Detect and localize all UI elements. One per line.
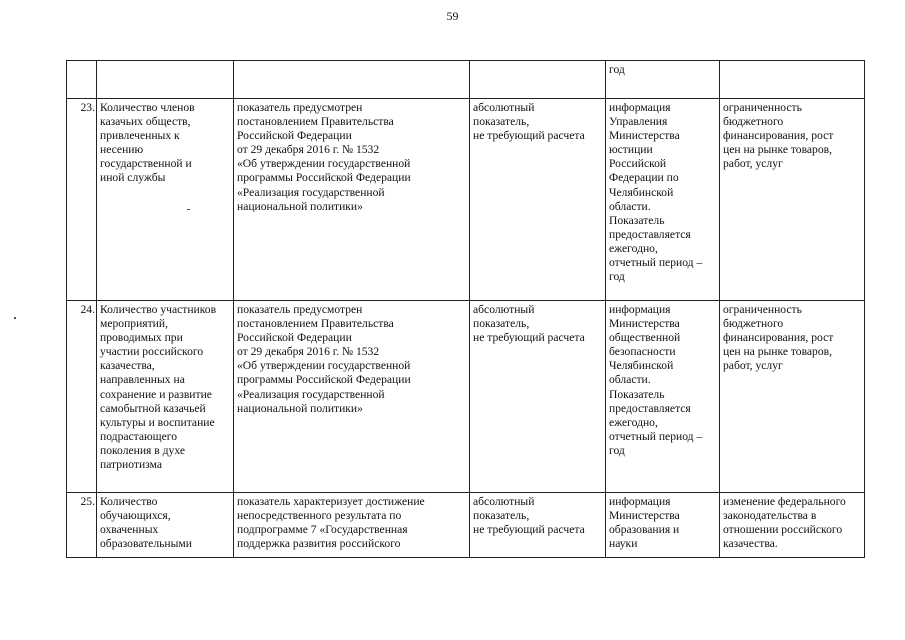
indicator-source: информация Министерства общественной безопасности Челябинской области. Показатель предоставляется ежегодно, отчетный период – год <box>606 301 720 493</box>
scan-speck <box>14 317 16 319</box>
table-continuation-row <box>67 61 865 99</box>
indicator-type: абсолютный показатель, не требующий расчета <box>470 99 606 301</box>
indicator-risk: ограниченность бюджетного финансирования, рост цен на рынке товаров, работ, услуг <box>720 99 865 301</box>
indicator-type: абсолютный показатель, не требующий расчета <box>470 493 606 558</box>
indicator-name: Количество обучающихся, охваченных образовательными <box>97 493 234 558</box>
table-row <box>67 301 865 493</box>
row-number: 24. <box>67 301 97 493</box>
table-cell: год <box>606 61 720 99</box>
row-number: 25. <box>67 493 97 558</box>
scan-speck <box>187 209 190 210</box>
table-row <box>67 99 865 301</box>
indicator-name: Количество членов казачьих обществ, привлеченных к несению государственной и иной службы <box>97 99 234 301</box>
table-cell <box>67 61 97 99</box>
indicator-risk: ограниченность бюджетного финансирования, рост цен на рынке товаров, работ, услуг <box>720 301 865 493</box>
indicator-name: Количество участников мероприятий, проводимых при участии российского казачества, направленных на сохранение и развитие самобытной казачьей культуры и воспитание подрастающего поколения в духе патриотизма <box>97 301 234 493</box>
table-cell <box>470 61 606 99</box>
indicator-source: информация Управления Министерства юстиции Российской Федерации по Челябинской области. Показатель предоставляется ежегодно, отчетный период – год <box>606 99 720 301</box>
indicator-basis: показатель характеризует достижение непосредственного результата по подпрограмме 7 «Государственная поддержка развития российского <box>234 493 470 558</box>
indicators-table <box>66 60 865 558</box>
row-number: 23. <box>67 99 97 301</box>
table-row <box>67 493 865 558</box>
table-cell <box>97 61 234 99</box>
indicator-source: информация Министерства образования и науки <box>606 493 720 558</box>
page-number: 59 <box>446 9 459 23</box>
table-cell <box>720 61 865 99</box>
indicator-basis: показатель предусмотрен постановлением Правительства Российской Федерации от 29 декабря 2016 г. № 1532 «Об утверждении государственной программы Российской Федерации «Реализация государственной национальной политики» <box>234 99 470 301</box>
indicator-basis: показатель предусмотрен постановлением Правительства Российской Федерации от 29 декабря 2016 г. № 1532 «Об утверждении государственной программы Российской Федерации «Реализация государственной национальной политики» <box>234 301 470 493</box>
table-cell <box>234 61 470 99</box>
indicator-type: абсолютный показатель, не требующий расчета <box>470 301 606 493</box>
indicator-risk: изменение федерального законодательства в отношении российского казачества. <box>720 493 865 558</box>
